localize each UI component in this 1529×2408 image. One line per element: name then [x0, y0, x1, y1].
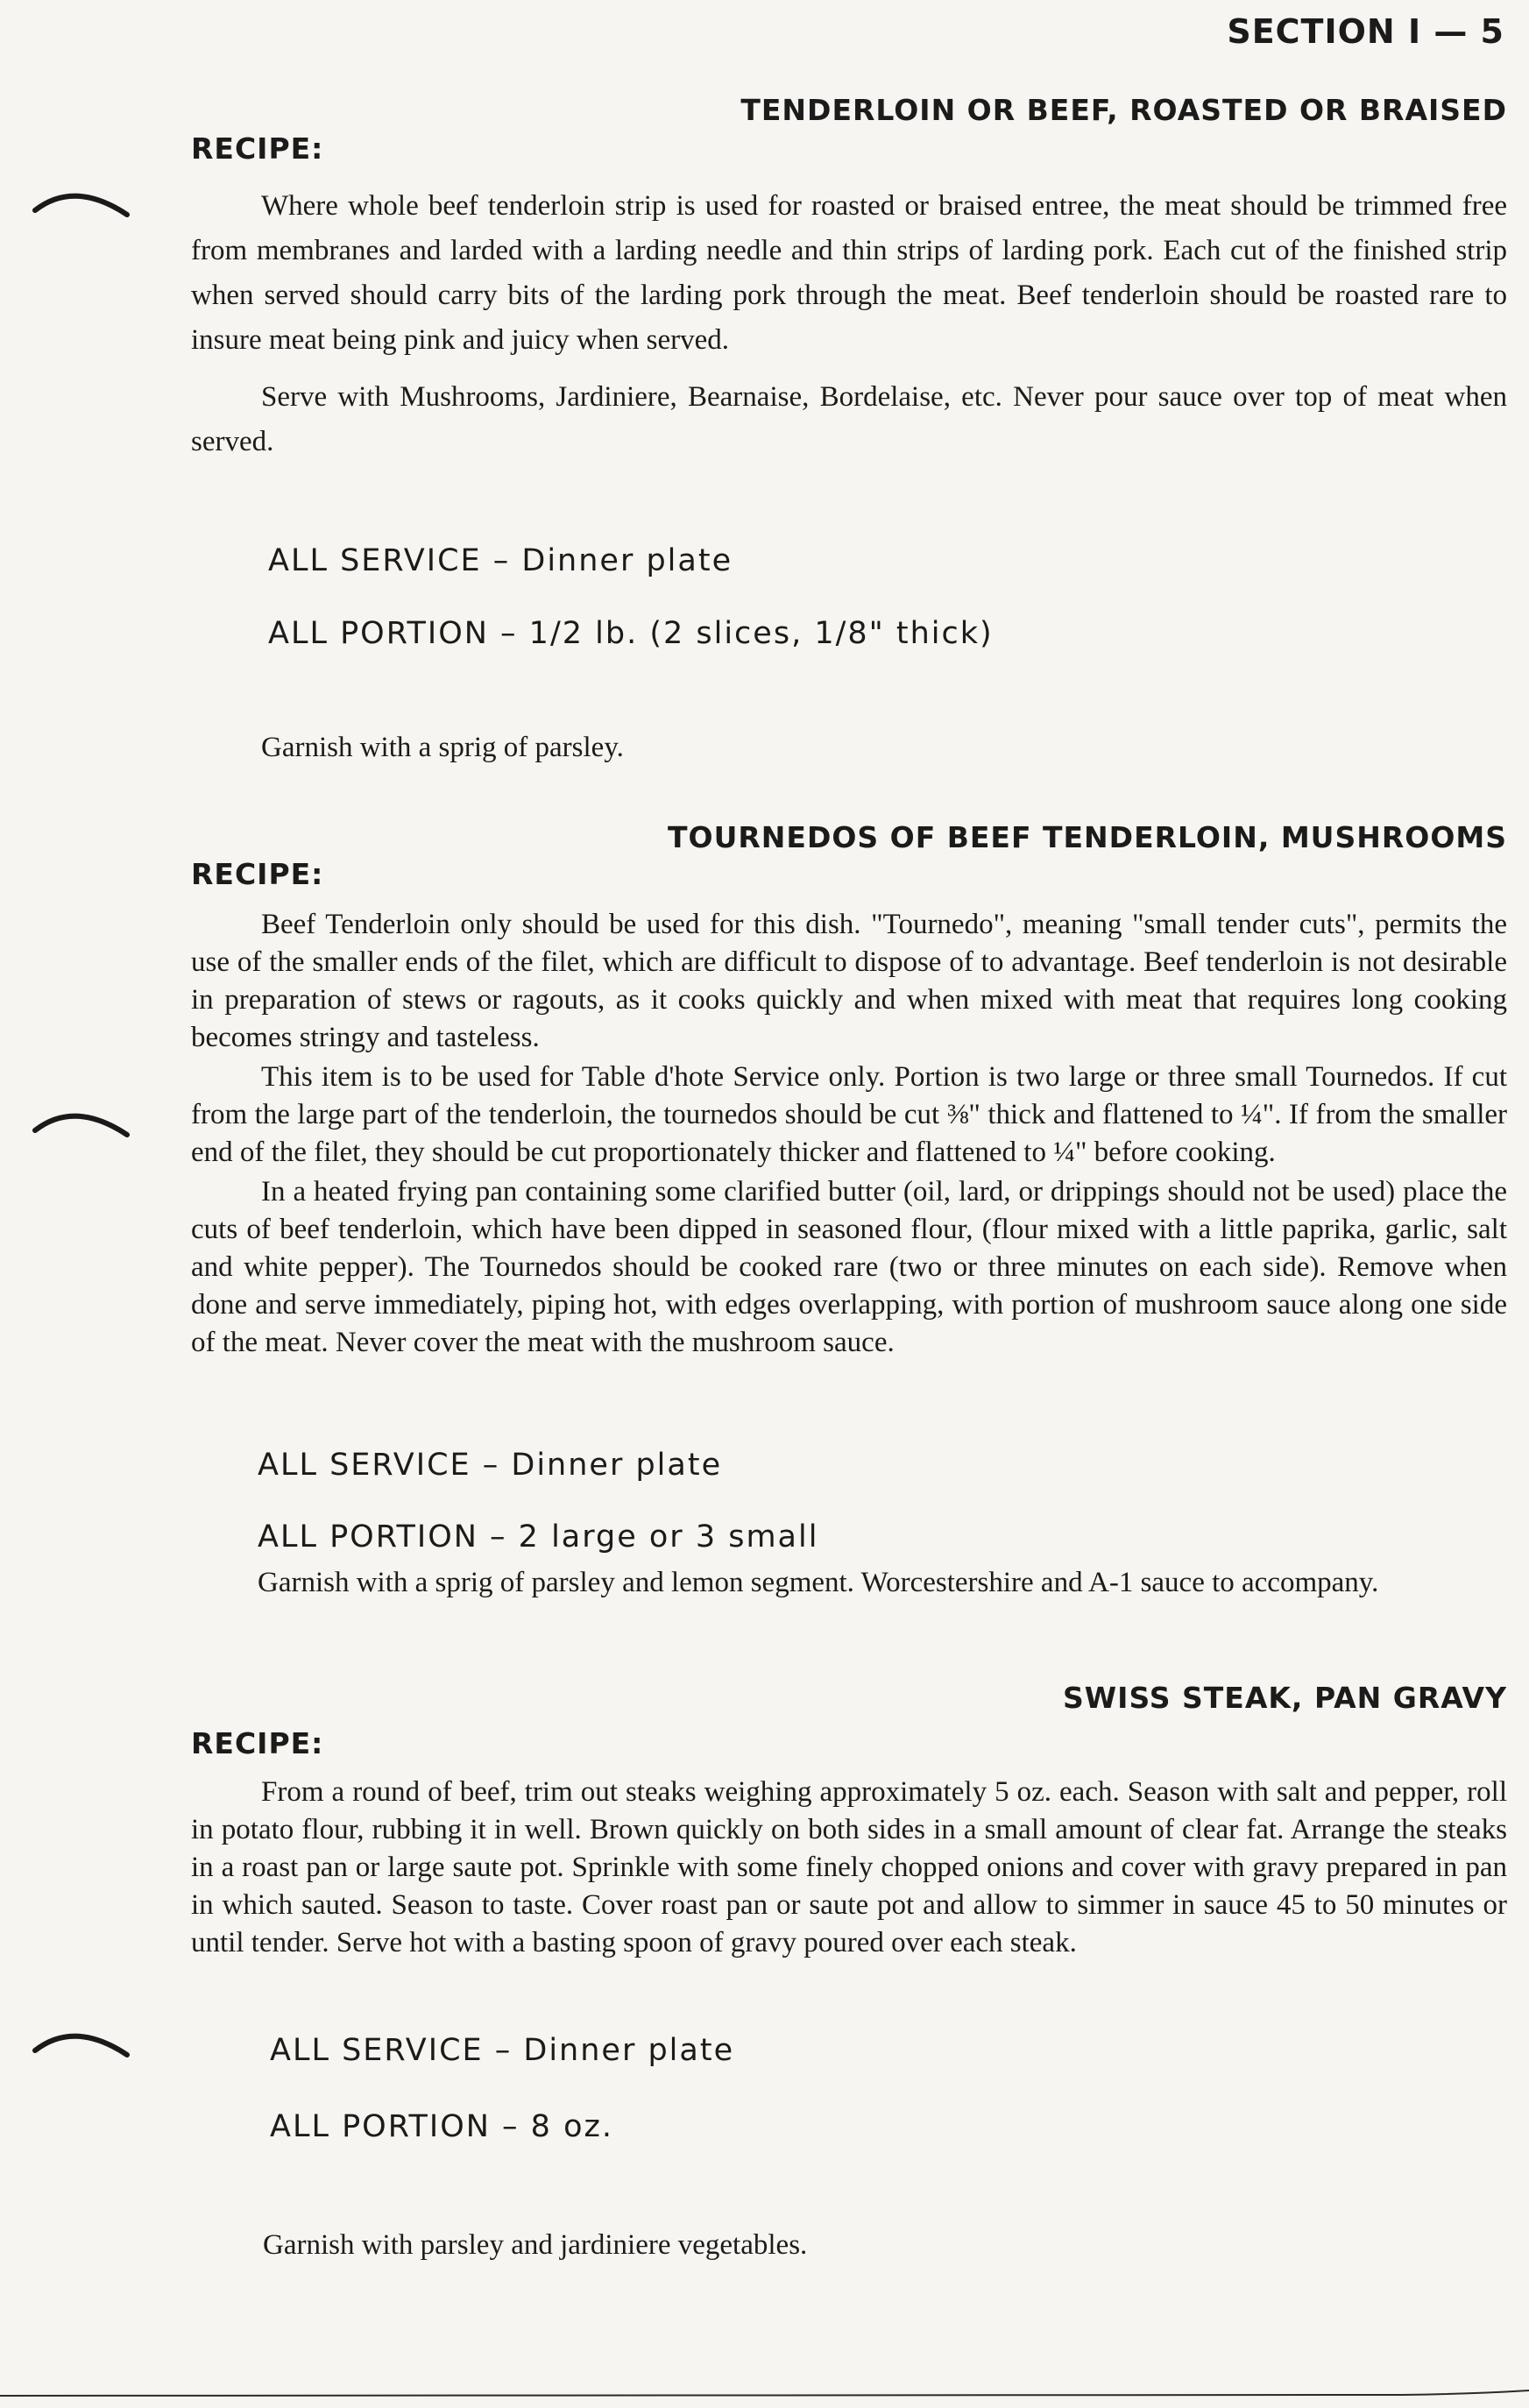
service-line: ALL SERVICE – Dinner plate	[258, 1448, 723, 1483]
garnish-line: Garnish with parsley and jardiniere vegetables.	[263, 2229, 808, 2261]
recipe-title: TOURNEDOS OF BEEF TENDERLOIN, MUSHROOMS	[668, 820, 1507, 854]
portion-line: ALL PORTION – 8 oz.	[270, 2109, 613, 2144]
recipe-label: RECIPE:	[191, 1726, 324, 1760]
recipe-label: RECIPE:	[191, 131, 324, 166]
service-line: ALL SERVICE – Dinner plate	[268, 543, 733, 578]
page-bottom-rule	[0, 2389, 1529, 2399]
recipe-label: RECIPE:	[191, 857, 324, 891]
recipe-paragraph: From a round of beef, trim out steaks weighing approximately 5 oz. each. Season with salt and pepper, roll in potato flour, rubbing it in well. Brown quickly on both sides in a small amount of clear fat. Arrange the steaks in a roast pan or large saute pot. Sprinkle with some finely chopped onions and cover with gravy prepared in pan in which sauted. Season to taste. Cover roast pan or saute pot and allow to simmer in sauce 45 to 50 minutes or until tender. Serve hot with a basting spoon of gravy poured over each steak.	[191, 1776, 1507, 1958]
binder-hole-mark	[26, 2015, 131, 2068]
recipe-body	[191, 1774, 1507, 1962]
recipe-paragraph: Where whole beef tenderloin strip is used for roasted or braised entree, the meat should be trimmed free from membranes and larded with a larding needle and thin strips of larding pork. Each cut of the finished strip when served should carry bits of the larding pork through the meat. Beef tenderloin should be roasted rare to insure meat being pink and juicy when served.	[191, 190, 1507, 356]
garnish-line: Garnish with a sprig of parsley.	[261, 732, 624, 763]
recipe-paragraph: This item is to be used for Table d'hote Service only. Portion is two large or three small Tournedos. If cut from the large part of the tenderloin, the tournedos should be cut ⅜" thick and flattened to ¼". If from the smaller end of the filet, they should be cut proportionately thicker and flattened to ¼" before cooking.	[191, 1061, 1507, 1168]
portion-line: ALL PORTION – 2 large or 3 small	[258, 1519, 819, 1555]
recipe-body	[191, 906, 1507, 1362]
section-header: SECTION I — 5	[1227, 12, 1504, 51]
recipe-title: SWISS STEAK, PAN GRAVY	[1063, 1681, 1507, 1715]
recipe-body	[191, 184, 1507, 464]
portion-line: ALL PORTION – 1/2 lb. (2 slices, 1/8" thick)	[268, 616, 994, 651]
garnish-line: Garnish with a sprig of parsley and lemon segment. Worcestershire and A-1 sauce to accompany.	[258, 1567, 1379, 1598]
recipe-paragraph: Beef Tenderloin only should be used for this dish. "Tournedo", meaning "small tender cuts", permits the use of the smaller ends of the filet, which are difficult to dispose of to advantage. Beef tenderloin is not desirable in preparation of stews or ragouts, as it cooks quickly and when mixed with meat that requires long cooking becomes stringy and tasteless.	[191, 909, 1507, 1053]
binder-hole-mark	[26, 175, 131, 228]
service-line: ALL SERVICE – Dinner plate	[270, 2033, 735, 2068]
binder-hole-mark	[26, 1095, 131, 1148]
recipe-paragraph: Serve with Mushrooms, Jardiniere, Bearnaise, Bordelaise, etc. Never pour sauce over top of meat when served.	[191, 381, 1507, 457]
recipe-paragraph: In a heated frying pan containing some clarified butter (oil, lard, or drippings should not be used) place the cuts of beef tenderloin, which have been dipped in seasoned flour, (flour mixed with a little paprika, garlic, salt and white pepper). The Tournedos should be cooked rare (two or three minutes on each side). Remove when done and serve immediately, piping hot, with edges overlapping, with portion of mushroom sauce along one side of the meat. Never cover the meat with the mushroom sauce.	[191, 1176, 1507, 1358]
recipe-title: TENDERLOIN OR BEEF, ROASTED OR BRAISED	[740, 93, 1507, 127]
